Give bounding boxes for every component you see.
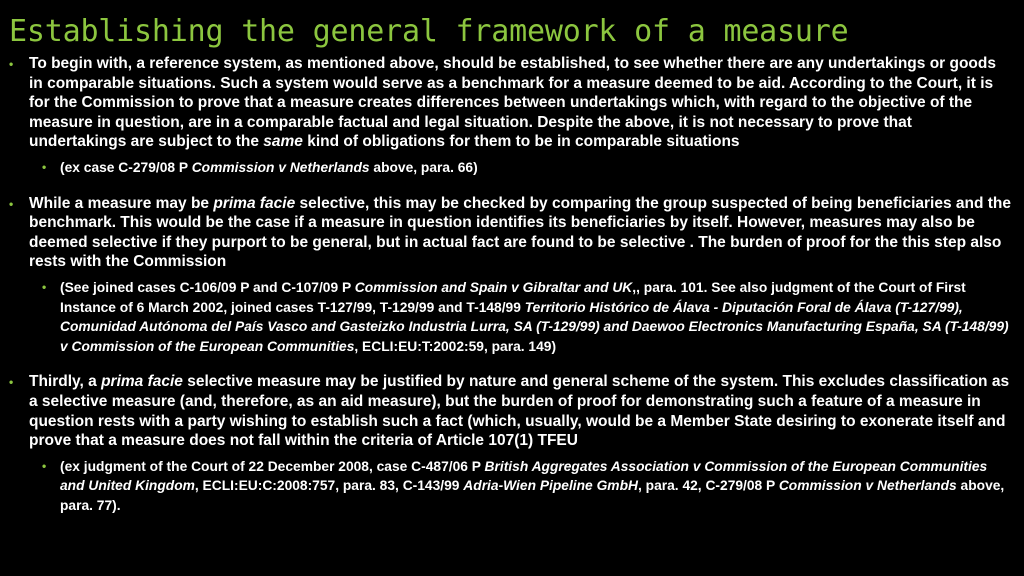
slide-content [0, 54, 1024, 515]
bullet-reference-system: • To begin with, a reference system, as mentioned above, should be established, to see whether there are any undertakings or goods in comparable situations. Such a system would serve as a benchmark for a measure deemed to be aid. According to the Court, it is for the Commission to prove that a measure creates differences between undertakings which, with regard to the objective of the measure in question, are in a comparable factual and legal situation. Despite the above, it is not necessary to prove that undertakings are subject to the same kind of obligations for them to be in comparable situations [9, 55, 996, 151]
bullet-dot-icon: • [9, 375, 14, 390]
bullet-dot-icon: • [42, 279, 47, 294]
bullet-dot-icon: • [9, 196, 14, 211]
sub-bullet-prima-facie-selective: • (See joined cases C-106/09 P and C-107/09 P Commission and Spain v Gibraltar and UK,, para. 101. See also judgment of the Court of First Instance of 6 March 2002, joined cases T-127/99, T-129/99 and T-148/99 Territorio Histórico de Álava - Diputación Foral de Álava (T-127/99), Comunidad Autónoma del País Vasco and Gasteizko Industria Lurra, SA (T-129/99) and Daewoo Electronics Manufacturing España, SA (T-148/99) v Commission of the European Communities, ECLI:EU:T:2002:59, para. 149) [42, 279, 1009, 354]
bullet-justification: • Thirdly, a prima facie selective measure may be justified by nature and general scheme of the system. This excludes classification as a selective measure (and, therefore, as an aid measure), but the burden of proof for demonstrating such a feature of a measure in question rests with a party wishing to establish such a fact (which, usually, would be a Member State desiring to exonerate itself and prove that a measure does not fall within the criteria of Article 107(1) TFEU [9, 373, 1010, 450]
bullet-dot-icon: • [42, 458, 47, 473]
bullet-dot-icon: • [9, 57, 14, 71]
slide-title: Establishing the general framework of a measure [9, 14, 849, 49]
sub-bullet-reference-system: • (ex case C-279/08 P Commission v Netherlands above, para. 66) [0, 158, 1024, 178]
bullet-dot-icon: • [42, 159, 47, 174]
bullet-prima-facie-selective: • While a measure may be prima facie selective, this may be checked by comparing the group suspected of being beneficiaries and the benchmark. This would be the case if a measure in question identifies its beneficiaries by itself. However, measures may also be deemed selective if they purport to be general, but in actual fact are found to be selective . The burden of proof for the this step also rests with the Commission [9, 194, 1012, 271]
sub-bullet-justification: • (ex judgment of the Court of 22 December 2008, case C-487/06 P British Aggregates Association v Commission of the European Communities and United Kingdom, ECLI:EU:C:2008:757, para. 83, C-143/99 Adria-Wien Pipeline GmbH, para. 42, C-279/08 P Commission v Netherlands above, para. 77). [42, 458, 1005, 513]
